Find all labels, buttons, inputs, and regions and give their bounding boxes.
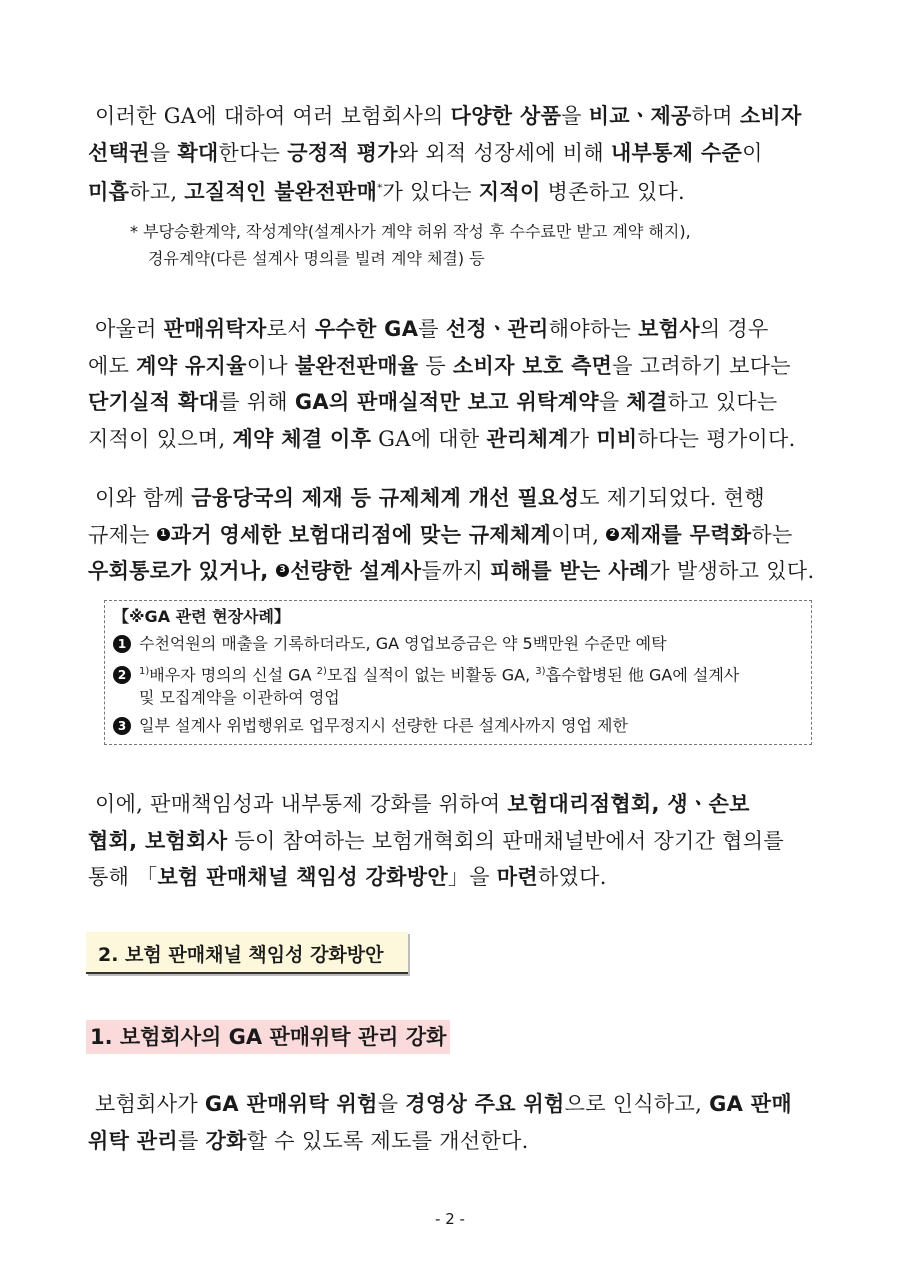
- text-line: 통해 「보험 판매채널 책임성 강화방안」을 마련하였다.: [88, 865, 607, 889]
- footnote-line-2: 경유계약(다른 설계사 명의를 빌려 계약 체결) 등: [148, 249, 485, 268]
- case-item-3: 3 일부 설계사 위법행위로 업무정지시 선량한 다른 설계사까지 영업 제한: [113, 713, 628, 739]
- text-line: 보험회사가 GA 판매위탁 위험을 경영상 주요 위험으로 인식하고, GA 판매: [94, 1092, 792, 1116]
- text-line: 협회, 보험회사 등이 참여하는 보험개혁회의 판매채널반에서 장기간 협의를: [88, 828, 784, 853]
- text-line: 에도 계약 유지율이나 불완전판매율 등 소비자 보호 측면을 고려하기 보다는: [88, 353, 791, 378]
- subsection-heading: 1. 보험회사의 GA 판매위탁 관리 강화: [86, 1020, 450, 1054]
- page-number: - 2 -: [435, 1210, 465, 1228]
- footnote-line-1: * 부당승환계약, 작성계약(설계사가 계약 허위 작성 후 수수료만 받고 계약 해지),: [130, 222, 691, 241]
- box-title: 【※GA 관련 현장사례】: [113, 607, 290, 626]
- marker-3-icon: 3: [276, 564, 289, 577]
- text-line: 이에, 판매책임성과 내부통제 강화를 위하여 보험대리점협회, 생ㆍ손보: [94, 792, 750, 816]
- text-line: 우회통로가 있거나, 3 선량한 설계사들까지 피해를 받는 사례가 발생하고 있다.: [88, 559, 815, 583]
- section-heading: 2. 보험 판매채널 책임성 강화방안: [86, 932, 408, 974]
- case-examples-box: [104, 600, 812, 745]
- case-item-2-continued: 및 모집계약을 이관하여 영업: [139, 688, 340, 707]
- text-line: 규제는 1 과거 영세한 보험대리점에 맞는 규제체계이며, 2 제재를 무력화하는: [88, 522, 793, 547]
- marker-2-icon: 2: [606, 528, 619, 541]
- text-line: 위탁 관리를 강화할 수 있도록 제도를 개선한다.: [88, 1128, 529, 1153]
- case-item-2: 2 $^{1)}$배우자 명의의 신설 GA $^{2)}$모집 실적이 없는 비활동 GA, $^{3)}$흡수합병된 他 GA에 설계사: [113, 659, 739, 688]
- text-line: 단기실적 확대를 위해 GA의 판매실적만 보고 위탁계약을 체결하고 있다는: [88, 390, 778, 414]
- paragraph-consignor: [88, 311, 818, 457]
- paragraph-measures: [88, 786, 818, 896]
- text-line: 아울러 판매위탁자로서 우수한 GA를 선정ㆍ관리해야하는 보험사의 경우: [94, 317, 769, 341]
- text-line: 이러한 GA에 대하여 여러 보험회사의 다양한 상품을 비교ㆍ제공하며 소비자: [94, 104, 802, 128]
- footnote: [130, 218, 820, 272]
- paragraph-ga-management: [88, 1086, 818, 1159]
- paragraph-intro: [88, 98, 818, 211]
- text-line: 미흡하고, 고질적인 불완전판매*가 있다는 지적이 병존하고 있다.: [88, 180, 686, 204]
- number-3-icon: 3: [113, 717, 131, 735]
- case-item-1: 1 수천억원의 매출을 기록하더라도, GA 영업보증금은 약 5백만원 수준만 예탁: [113, 631, 667, 657]
- text-line: 선택권을 확대한다는 긍정적 평가와 외적 성장세에 비해 내부통제 수준이: [88, 140, 763, 165]
- marker-1-icon: 1: [157, 528, 170, 541]
- text-line: 이와 함께 금융당국의 제재 등 규제체계 개선 필요성도 제기되었다. 현행: [94, 486, 765, 510]
- paragraph-regulation: [88, 480, 818, 590]
- text-line: 지적이 있으며, 계약 체결 이후 GA에 대한 관리체계가 미비하다는 평가이다.: [88, 426, 796, 451]
- number-1-icon: 1: [113, 635, 131, 653]
- number-2-icon: 2: [113, 666, 131, 684]
